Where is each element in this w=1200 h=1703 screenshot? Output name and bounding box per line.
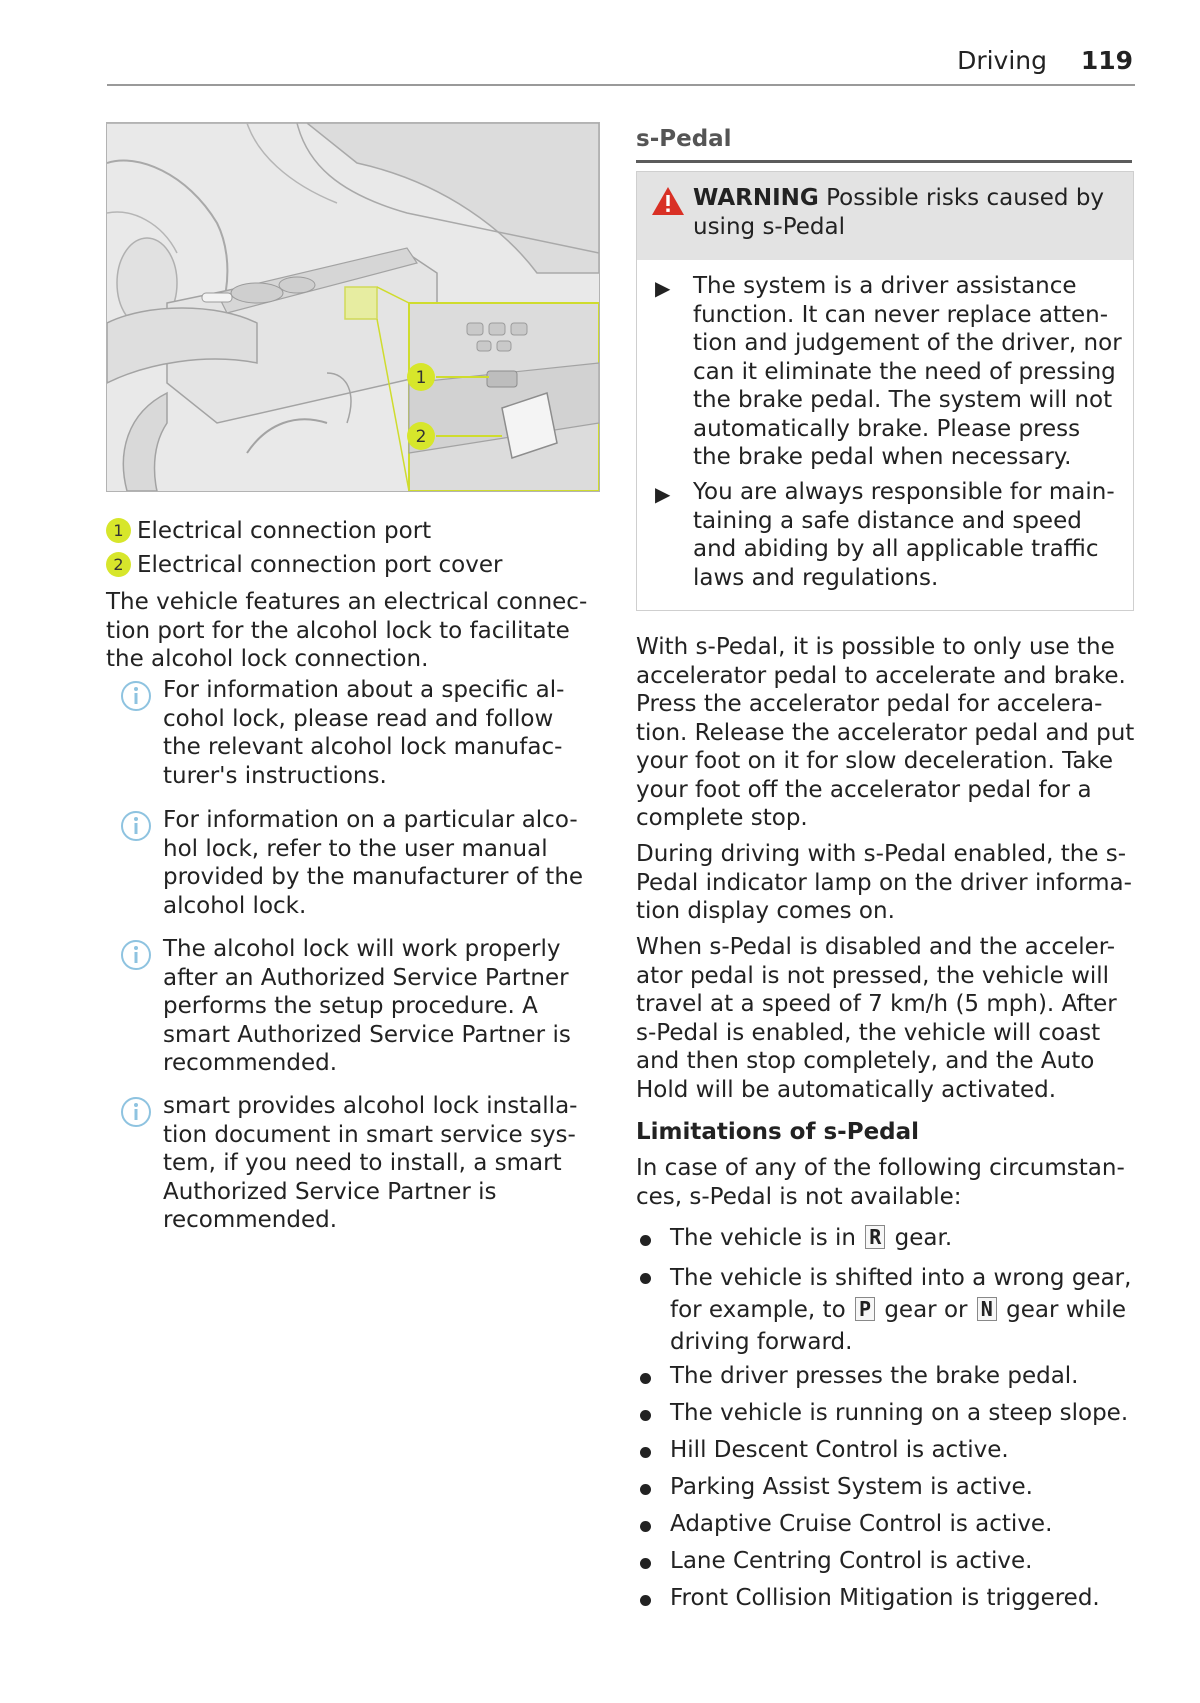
list-item-text: The vehicle is shifted into a wrong gear, for example, to P gear or N gear while driving forward. xyxy=(670,1265,1132,1355)
callout-marker-1 xyxy=(407,363,435,391)
gear-r-symbol: R xyxy=(865,1225,885,1249)
bullet-arrow-icon: ▶ xyxy=(655,482,671,506)
info-note-text: For information about a specific al- cohol lock, please read and follow the relevant alcohol lock manufac- turer's instructions. xyxy=(163,677,565,789)
page-number: 119 xyxy=(1080,46,1133,75)
list-item-text: Parking Assist System is active. xyxy=(670,1474,1033,1500)
car-interior-drawing xyxy=(107,123,599,491)
limitations-intro: In case of any of the following circumstan- ces, s-Pedal is not available: xyxy=(636,1155,1125,1210)
list-item-text: Lane Centring Control is active. xyxy=(670,1548,1033,1574)
svg-text:2: 2 xyxy=(415,427,427,447)
info-icon xyxy=(120,680,152,712)
info-note-text: The alcohol lock will work properly after an Authorized Service Partner performs the setup procedure. A smart Authorized Service Partner is recommended. xyxy=(163,936,571,1076)
info-note-text: For information on a particular alco- hol lock, refer to the user manual provided by the manufacturer of the alcohol lock. xyxy=(163,807,584,919)
info-icon xyxy=(120,810,152,842)
intro-paragraph: The vehicle features an electrical connec- tion port for the alcohol lock to facilitate the alcohol lock connection. xyxy=(106,589,588,672)
bullet-dot-icon xyxy=(640,1595,651,1606)
caption-number-1: 1 xyxy=(106,518,131,543)
warning-title: WARNING Possible risks caused by using s-Pedal xyxy=(693,185,1105,240)
callout-marker-2 xyxy=(407,422,435,450)
warning-header xyxy=(637,172,1133,260)
bullet-dot-icon xyxy=(640,1373,651,1384)
s-pedal-paragraph: With s-Pedal, it is possible to only use the accelerator pedal to accelerate and brake. Press the accelerator pedal for accelera- tion. Release the accelerator pedal and put your foot on it for slow deceleration. Take your foot off the accelerator pedal for a complete stop. xyxy=(636,634,1135,831)
warning-box xyxy=(636,171,1134,611)
section-heading-s-pedal: s-Pedal xyxy=(636,126,1132,163)
warning-triangle-icon xyxy=(651,186,685,216)
caption-port-cover xyxy=(106,552,502,578)
bullet-dot-icon xyxy=(640,1410,651,1421)
bullet-dot-icon xyxy=(640,1521,651,1532)
caption-text: Electrical connection port xyxy=(137,518,432,544)
list-item-text: Adaptive Cruise Control is active. xyxy=(670,1511,1053,1537)
warning-label: WARNING xyxy=(693,185,819,211)
bullet-dot-icon xyxy=(640,1484,651,1495)
list-item-text: The vehicle is running on a steep slope. xyxy=(670,1400,1129,1426)
limitations-heading: Limitations of s-Pedal xyxy=(636,1119,920,1145)
section-title: Driving xyxy=(957,46,1047,75)
info-icon xyxy=(120,939,152,971)
s-pedal-paragraph: When s-Pedal is disabled and the acceler- ator pedal is not pressed, the vehicle will travel at a speed of 7 km/h (5 mph). After s-Pedal is enabled, the vehicle will coast and then stop completely, and the Auto Hold will be automatically activated. xyxy=(636,934,1117,1103)
s-pedal-paragraph: During driving with s-Pedal enabled, the s- Pedal indicator lamp on the driver informa- tion display comes on. xyxy=(636,841,1132,924)
gear-n-symbol: N xyxy=(977,1297,997,1321)
list-item-text: Hill Descent Control is active. xyxy=(670,1437,1009,1463)
page-header xyxy=(107,44,1135,86)
warning-item: You are always responsible for main- taining a safe distance and speed and abiding by all applicable traffic laws and regulations. xyxy=(693,479,1115,591)
list-item-text: The vehicle is in R gear. xyxy=(670,1225,953,1251)
bullet-dot-icon xyxy=(640,1235,651,1246)
warning-item: The system is a driver assistance function. It can never replace atten- tion and judgement of the driver, nor can it eliminate the need of pressing the brake pedal. The system will not automatically brake. Please press the brake pedal when necessary. xyxy=(693,273,1122,470)
list-item-text: The driver presses the brake pedal. xyxy=(670,1363,1079,1389)
caption-number-2: 2 xyxy=(106,552,131,577)
caption-port xyxy=(106,518,431,544)
list-item-text: Front Collision Mitigation is triggered. xyxy=(670,1585,1100,1611)
gear-p-symbol: P xyxy=(855,1297,875,1321)
svg-text:1: 1 xyxy=(415,368,427,388)
info-note-text: smart provides alcohol lock installa- tion document in smart service sys- tem, if you need to install, a smart Authorized Service Partner is recommended. xyxy=(163,1093,578,1233)
bullet-arrow-icon: ▶ xyxy=(655,276,671,300)
bullet-dot-icon xyxy=(640,1558,651,1569)
bullet-dot-icon xyxy=(640,1447,651,1458)
bullet-dot-icon xyxy=(640,1273,651,1284)
illustration-alcohol-lock-port xyxy=(106,122,600,492)
info-icon xyxy=(120,1096,152,1128)
caption-text: Electrical connection port cover xyxy=(137,552,503,578)
